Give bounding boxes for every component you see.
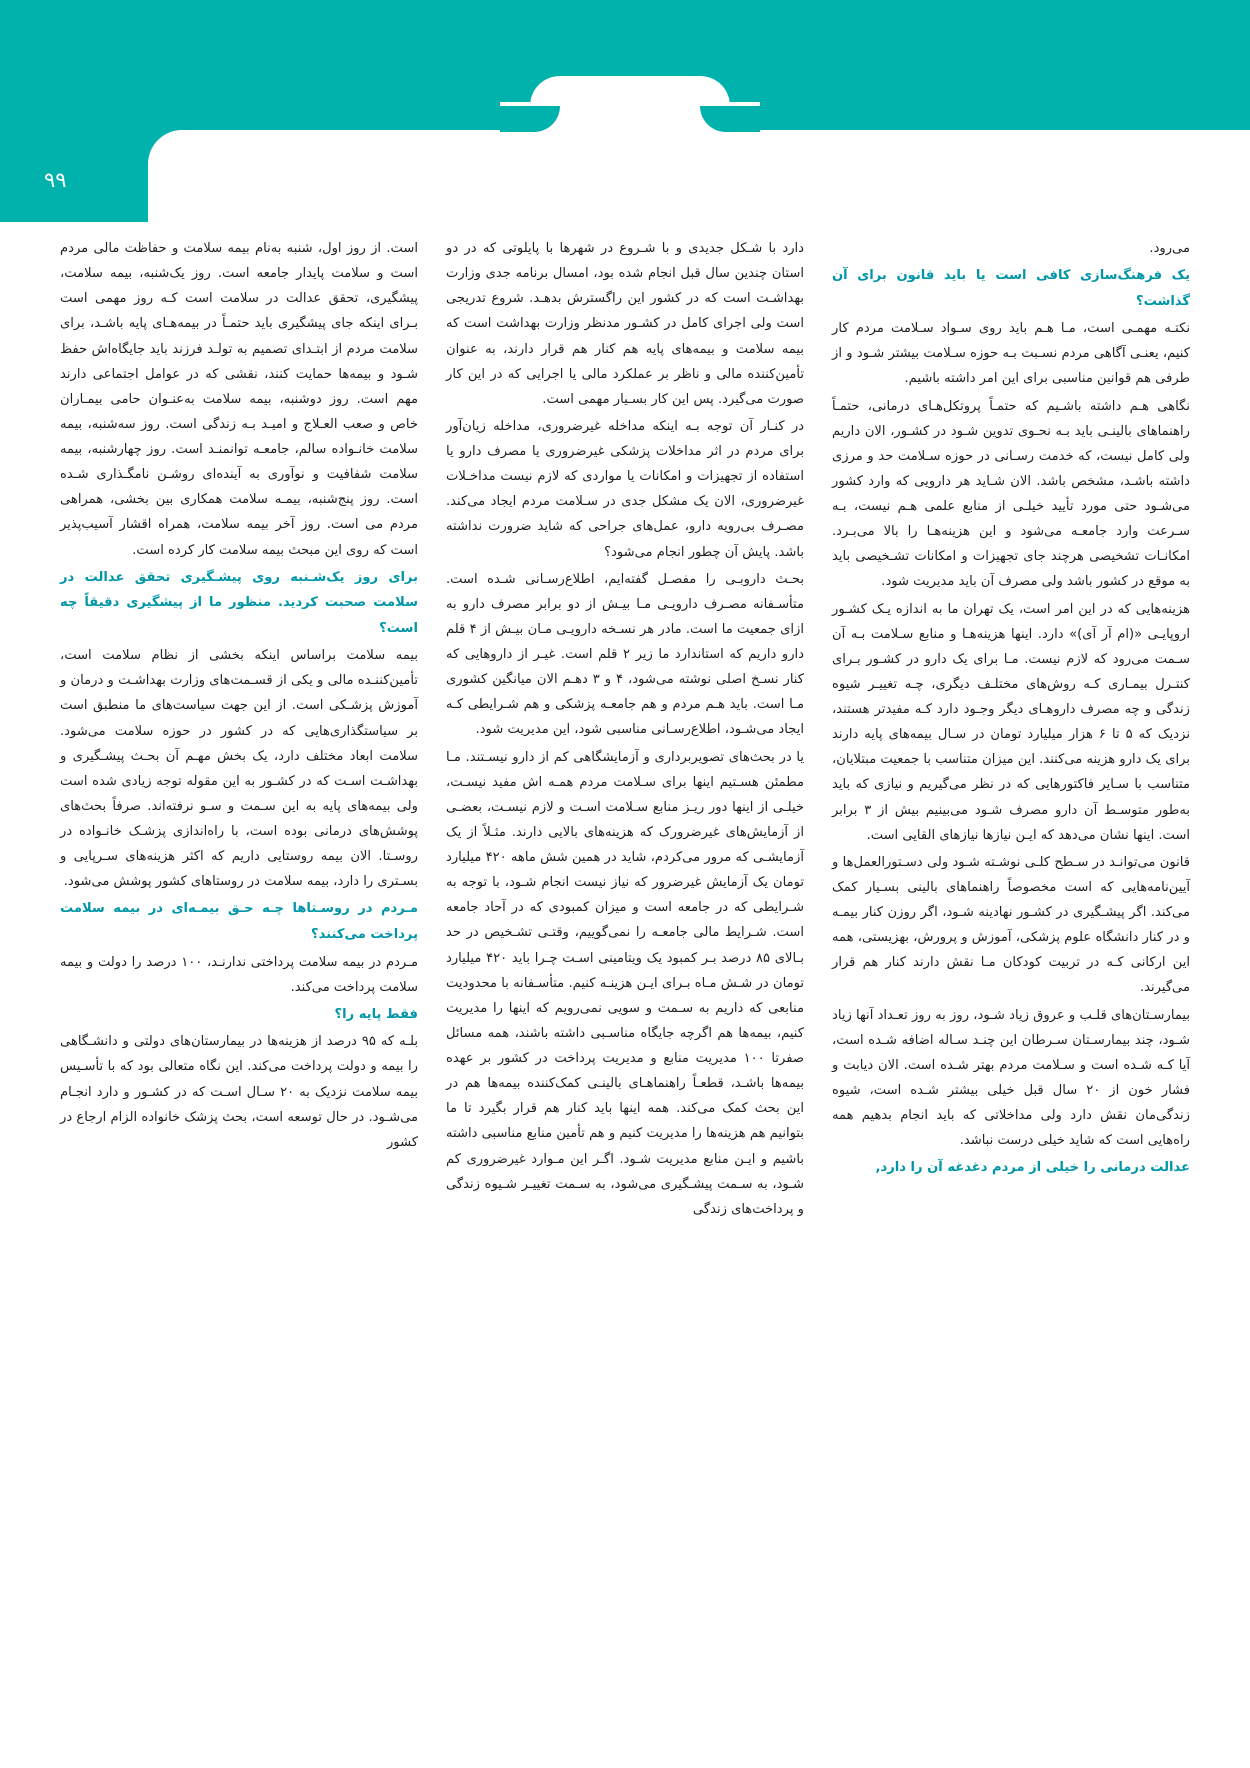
paragraph: هزینه‌هایی که در این امر است، یک تهران ما به اندازه یـک کشـور اروپایـی «(ام آر آی)» دارد. اینها هزینه‌هـا و منابع سـلامت بـه آن سـمت می‌رود که لازم نیست. مـا برای یک دارو در کشـور بـرای کنتـرل بیمـاری کـه روش‌های مختلـف دیگری، چـه تغییـر شیوه زندگی و چه مصرف داروهـای دیگر وجـود دارد کـه مفیدتر هستند، نزدیک که ۵ تا ۶ هزار میلیارد تومان در سـال بیمه‌های پایه دارند برای یک دارو هزینه می‌کنند. این میزان متناسب با جمعیت مبتلایان، متناسب با سـایر فاکتورهایی که در نظر می‌گیریم و نیازی که باید به‌طور متوسـط آن دارو مصرف شـود می‌بینیم بیش از ۳ برابر است. اینها نشان می‌دهد که ایـن نیازها نیازهای القایی است.	[832, 601, 1190, 843]
paragraph: نکتـه مهمـی است، مـا هـم باید روی سـواد سـلامت مردم کار کنیم، یعنـی آگاهی مردم نسـبت بـه حوزه سـلامت بیشتر شـود و از طرفی هم قوانین مناسبی برای این امر داشته باشیم.	[832, 321, 1190, 387]
paragraph: است. از روز اول، شنبه به‌نام بیمه سلامت و حفاظت مالی مردم است و سلامت پایدار جامعه است. روز یک‌شنبه، بیمه سلامت، پیشگیری، تحقق عدالت در سلامت است کـه روز مهمی است بـرای اینکه جای پیشگیری باید حتمـاً در بیمه‌هـای پایه باشـد، برای سلامت مردم از ابتـدای تصمیم به تولـد فرزند باید جایگاه‌اش حفظ شـود و بیمه‌ها حمایت کنند، نقشی که در عوامل اجتماعی دارند مهم است. روز دوشنبه، بیمه سلامت به‌عنـوان حامی بیمـاران خاص و صعب العـلاج و امیـد بـه زندگی است. روز سه‌شنبه، بیمه سلامت خانـواده سالم، جامعـه توانمنـد است. روز چهارشنبه، بیمه سلامت شفافیت و نوآوری به آینده‌ای روشـن نامگـذاری شـده است. روز پنج‌شنبه، بیمـه سلامت همکاری بین بخشی، همراهی مردم می است. روز آخر بیمه سلامت، همراه اقشار آسیب‌پذیر است که روی این مبحث بیمه سلامت کار کرده است.	[60, 241, 418, 558]
article-columns	[60, 236, 1190, 1716]
paragraph: بلـه که ۹۵ درصد از هزینه‌ها در بیمارستان‌های دولتی و دانشـگاهی را بیمه و دولت پرداخت می‌کند. این نگاه متعالی بود که با تأسـیس بیمه سلامت نزدیک به ۲۰ سـال اسـت که در کشـور و دارد انجـام می‌شـود. در حال توسعه است، بحث پزشک خانواده الزام ارجاع در کشور	[60, 1034, 418, 1150]
column-right	[60, 236, 418, 1716]
paragraph: یا در بحث‌های تصویربرداری و آزمایشگاهی کم از دارو نیسـتند. مـا مطمئن هسـتیم اینها برای سـلامت مردم همـه اش مفید نیسـت، خیلـی از اینها دور ریـز منابع سـلامت اسـت و لازم نیسـت، بعضـی از آزمایش‌های غیرضرورک که هزینه‌های بالایی دارند. مثـلاً از یک آزمایشـی که مرور می‌کردم، شاید در همین شش ماهه ۴۲۰ میلیارد تومان یک آزمایش غیرضرور که نیاز نیست انجام شـود، با توجه به شـرایطی که در جامعه است و میزان کمبودی که در آحاد جامعه است. شـرایط مالی جامعـه را نمی‌گوییم، وقتـی تشـخیص در حد بـالای ۸۵ درصد بـر کمبود یک ویتامینی اسـت چـرا باید ۴۲۰ میلیارد تومان در شـش مـاه بـرای ایـن هزینـه کنیم. متأسـفانه با محدودیت منابعی که داریم به سـمت و سویی نمی‌رویم که اینها را مدیریت کنیم، بیمه‌ها هم اگرچه جایگاه مناسـبی داشته باشند، همه مسائل صفرتا ۱۰۰ مدیریت منابع و مدیریت پرداخت در کشور بر عهده بیمه‌ها باشـد، قطعـاً راهنماهـای بالینـی کمک‌کننده بیمه‌ها هم در این بحث کمک می‌کند. همه اینها باید کنار هم قرار بگیرد تا ما بتوانیم هم هزینه‌ها را مدیریت کنیم و هم تأمین منابع مناسبی داشته باشیم و ایـن منابع مدیریت شـود. اگـر این مـوارد غیرضروری کم شـود، به سـمت پیشـگیری می‌شود، به سـمت تغییـر شـیوه زندگی و پرداخت‌های زندگی	[446, 749, 805, 1217]
question-heading: مـردم در روسـتاها چـه حـق بیمـه‌ای در بیمه سلامت پرداخت می‌کنند؟	[60, 901, 418, 942]
paragraph: می‌رود.	[1149, 241, 1190, 256]
page-number: ۹۹	[44, 168, 67, 192]
column-middle	[446, 236, 804, 1716]
question-heading: فقط پایه را؟	[334, 1006, 418, 1022]
question-heading: یک فرهنگ‌سازی کافی است یا باید قانون برای آن گذاشت؟	[832, 268, 1190, 309]
header-white-panel	[148, 130, 1250, 222]
column-left	[832, 236, 1190, 1716]
header-teal-band	[0, 0, 1250, 222]
paragraph: بحـث داروبـی را مفصـل گفته‌ایم، اطلاع‌رسـانی شـده است. متأسـفانه مصـرف دارویـی مـا بیـش از دو برابر مصرف دارو به ازای جمعیت ما است. مادر هر نسـخه دارویـی مـان بیـش از ۴ قلم دارو داریم که استاندارد ما زیر ۲ قلم است. غیـر از داروهایی که کنار نسـخ اصلی نوشته می‌شود، ۴ و ۳ دهـم الان میانگین کشوری مـا است. باید هـم مردم و هم جامعـه پزشکی و هم شـرایطی کـه ایجاد می‌شـود، اطلاع‌رسـانی مناسبی شود، این مدیریت شود.	[446, 571, 804, 738]
paragraph: در کنـار آن توجه بـه اینکه مداخله غیرضروری، مداخله زیان‌آور برای مردم در اثر مداخلات پزشکی غیرضروری یا مصرف دارو یا استفاده از تجهیزات و امکانات یا مواردی که لازم نیست مداخـلات غیرضروری، الان یک مشکل جدی در سـلامت مردم ایجاد می‌کند. مصـرف بی‌رویه دارو، عمل‌های جراحی که شاید ضرورت نداشته باشد. پایش آن چطور انجام می‌شود؟	[446, 418, 804, 560]
paragraph: دارد با شـکل جدیدی و با شـروع در شهرها با پایلوتی که در دو استان چندین سال قبل انجام شده بود، امسال برنامه جدی وزارت بهداشـت است که در کشور این راگسترش بدهـد. شروع تدریجی است ولی اجرای کامل در کشـور مدنظر وزارت بهداشت است که بیمه سلامت و بیمه‌های پایه هم کنار هم قرار دارند، به عنوان تأمین‌کننده مالی و ناظر بر عملکرد مالی یا اجرایی که در این کار صورت می‌گیرد. پس این کار بسـیار مهمی است.	[446, 241, 804, 407]
question-heading: عدالت درمانی را خیلی از مردم دغدغه آن را دارد,	[875, 1160, 1190, 1176]
paragraph: بیمه سلامت براساس اینکه بخشی از نظام سلامت است، تأمین‌کننـده مالی و یکی از قسـمت‌های وزارت بهداشـت و درمان و آموزش پزشـکی است. از این جهت سیاست‌های ما منطبق است بر سیاستگذاری‌هایی که در کشور در حوزه سلامت می‌شود. سلامت ابعاد مختلف دارد، یک بخش مهـم آن بحـث پیشـگیری و بهداشـت اسـت که در کشـور به این مقوله توجه زیادی شده است ولی بیمه‌های پایه به این سـمت و سـو نرفته‌اند. صرفاً بحث‌های پوشش‌های درمانی بوده است، با راه‌اندازی پزشـک خانـواده در روسـتا. الان بیمه روستایی داریم که اکثر هزینه‌های سـرپایی و بسـتری را دارد، بیمه سلامت در روستاهای کشور پوشش می‌شود.	[60, 648, 418, 890]
paragraph: بیمارسـتان‌های قلـب و عروق زیاد شـود، روز به روز تعـداد آنها زیاد شـود، چند بیمارسـتان سـرطان این چنـد سـاله اضافه شـده است، آیا کـه شـده است و سـلامت مردم بهتر شـده است. الان دیابت و فشار خون از ۲۰ سال قبل خیلی بیشتر شـده است، شیوه زندگی‌مان نقش دارد ولی مداخلاتی که باید انجام بدهیم همه راه‌هایی است که شاید خیلی درست نباشد.	[832, 1007, 1190, 1149]
paragraph: مـردم در بیمه سلامت پرداختی ندارنـد، ۱۰۰ درصد را دولت و بیمه سلامت پرداخت می‌کند.	[60, 954, 418, 995]
question-heading: برای روز یک‌شـنبه روی پیشـگیری تحقق عدالت در سلامت صحبت کردید. منظور ما از پیشگیری دقیقاً چه است؟	[60, 569, 418, 636]
header-tab-shape	[530, 76, 730, 132]
paragraph: نگاهی هـم داشته باشـیم که حتمـاً پروتکل‌هـای درمانی، حتمـاً راهنماهای بالینـی باید بـه نحـوی تدوین شـود در کشـور، الان داریم ولی کامل نیست، که خدمت رسـانی در حوزه سـلامت حد و مرزی داشته باشـد، مشخص باشد. الان شـاید هر دارویی که وارد کشور می‌شـود حتی مورد تأیید خیلـی از منابع علمی هـم نیست، بـه سـرعت وارد جامعـه می‌شود و این هزینه‌هـا را بالا می‌بـرد. امکانـات تشخیصی هرچند جای تجهیزات و امکانات تشـخیصی باید به موقع در کشور باشد ولی مصرف آن باید مدیریت شود.	[832, 398, 1190, 590]
paragraph: قانون می‌توانـد در سـطح کلـی نوشـته شـود ولی دسـتورالعمل‌ها و آیین‌نامه‌هایی که است مخصوصاً راهنماهای بالینی بسـیار کمک می‌کند. اگر پیشـگیری در کشـور نهادینه شـود، اگر روزن کنار بیمـه و در کنار دانشگاه علوم پزشکی، آموزش و پرورش، بهزیستی، همه این ارکانی کـه در تربیت کودکان مـا نقش دارند کنار هم قرار می‌گیرند.	[832, 854, 1190, 996]
